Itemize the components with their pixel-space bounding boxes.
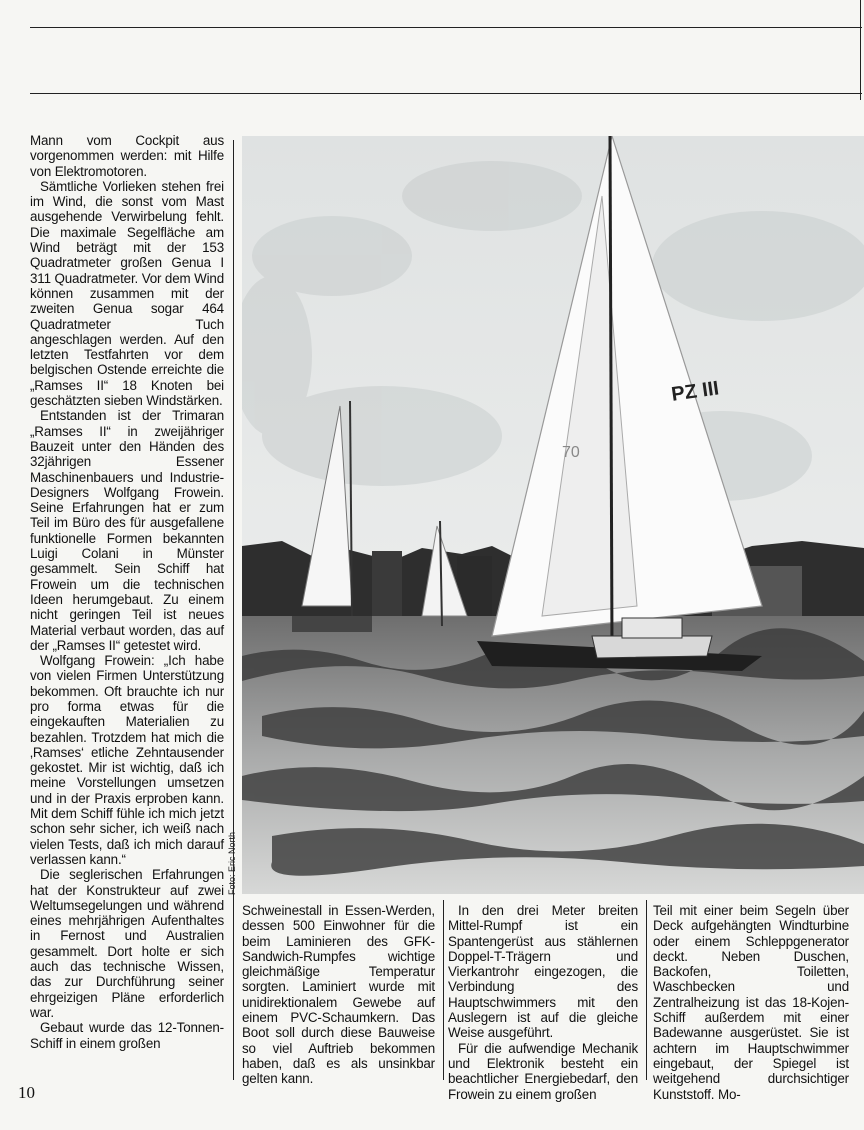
text-column-3 bbox=[448, 903, 638, 1102]
paragraph: In den drei Meter breiten Mittel-Rumpf ist ein Spantengerüst aus stählernen Doppel-T-Trägern und Vierkantrohr eingezogen, die Verbindung des Hauptschwimmers mit den Auslegern ist auf die gleiche Weise ausgeführt. bbox=[448, 903, 638, 1041]
column-divider bbox=[646, 900, 647, 1080]
text-column-left bbox=[30, 133, 224, 1051]
sail-number: PZ III bbox=[670, 377, 721, 406]
column-divider bbox=[233, 140, 234, 1080]
paragraph: Wolfgang Frowein: „Ich habe von vielen Firmen Unterstützung bekommen. Oft brauchte ich nur pro forma etwas für die eingekauften Materialien zu bezahlen. Trotzdem hat mich die ‚Ramses‘ etliche Zehntausender gekostet. Mir ist wichtig, daß ich meine Vorstellungen umsetzen und in der Praxis erproben kann. Mit dem Schiff fühle ich mich jetzt schon sehr sicher, ich weiß nach vielen Tests, daß ich mich darauf verlassen kann.“ bbox=[30, 653, 224, 867]
paragraph: Entstanden ist der Trimaran „Ramses II“ in zweijähriger Bauzeit unter den Händen des 32jährigen Essener Maschinenbauers und Industrie-Designers Wolfgang Frowein. Seine Erfahrungen hat er zum Teil im Büro des für ausgefallene funktionelle Formen bekannten Luigi Colani in Münster gesammelt. Sein Schiff hat Frowein um die technischen Ideen herumgebaut. Zu einem nicht geringen Teil ist neues Material verbaut worden, das auf der „Ramses II“ getestet wird. bbox=[30, 408, 224, 653]
paragraph: Mann vom Cockpit aus vorgenommen werden: mit Hilfe von Elektromotoren. bbox=[30, 133, 224, 179]
header-rule-top bbox=[30, 27, 862, 28]
page-number: 10 bbox=[18, 1083, 35, 1102]
text-column-2 bbox=[242, 903, 435, 1087]
sailboats-image bbox=[242, 136, 864, 894]
paragraph: Für die aufwendige Mechanik und Elektronik besteht ein beachtlicher Energiebedarf, den Frowein zu einem großen bbox=[448, 1040, 638, 1102]
sailing-photo bbox=[242, 136, 864, 894]
photo-credit: Foto: Eric North bbox=[227, 831, 237, 895]
header-rule-edge bbox=[860, 0, 861, 100]
text-column-4 bbox=[653, 903, 849, 1102]
column-divider bbox=[443, 900, 444, 1080]
paragraph: Die seglerischen Erfahrungen hat der Konstrukteur auf zwei Weltumsegelungen und während eines mehrjährigen Aufenthaltes in Fernost und Australien gesammelt. Dort holte er sich auch das technische Wissen, das zur Durchführung seiner ehrgeizigen Pläne erforderlich war. bbox=[30, 867, 224, 1020]
paragraph: Gebaut wurde das 12-Tonnen-Schiff in einem großen bbox=[30, 1020, 224, 1051]
header-rule-bottom bbox=[30, 93, 862, 94]
paragraph: Schweinestall in Essen-Werden, dessen 500 Einwohner für die beim Laminieren des GFK-Sandwich-Rumpfes wichtige gleichmäßige Temperatur sorgten. Laminiert wurde mit unidirektionalem Gewebe auf einem PVC-Schaumkern. Das Boot soll durch diese Bauweise so viel Auftrieb bekommen haben, daß es als unsinkbar gelten kann. bbox=[242, 903, 435, 1087]
paragraph: Teil mit einer beim Segeln über Deck aufgehängten Windturbine oder einem Schleppgenerator deckt. Neben Duschen, Backofen, Toiletten, Waschbecken und Zentralheizung ist das 18-Kojen-Schiff außerdem mit einer Badewanne ausgerüstet. Sie ist achtern im Hauptschwimmer eingebaut, der Spiegel ist weitgehend durchsichtiger Kunststoff. Mo- bbox=[653, 903, 849, 1102]
paragraph: Sämtliche Vorlieken stehen frei im Wind, die sonst vom Mast ausgehende Verwirbelung fehlt. Die maximale Segelfläche am Wind beträgt mit der 153 Quadratmeter großen Genua I 311 Quadratmeter. Vor dem Wind können zusammen mit der zweiten Genua sogar 464 Quadratmeter Tuch angeschlagen werden. Auf den letzten Testfahrten vor dem belgischen Ostende erreichte die „Ramses II“ 18 Knoten bei geschätzten sieben Windstärken. bbox=[30, 178, 224, 409]
sail-number: 70 bbox=[562, 444, 580, 461]
